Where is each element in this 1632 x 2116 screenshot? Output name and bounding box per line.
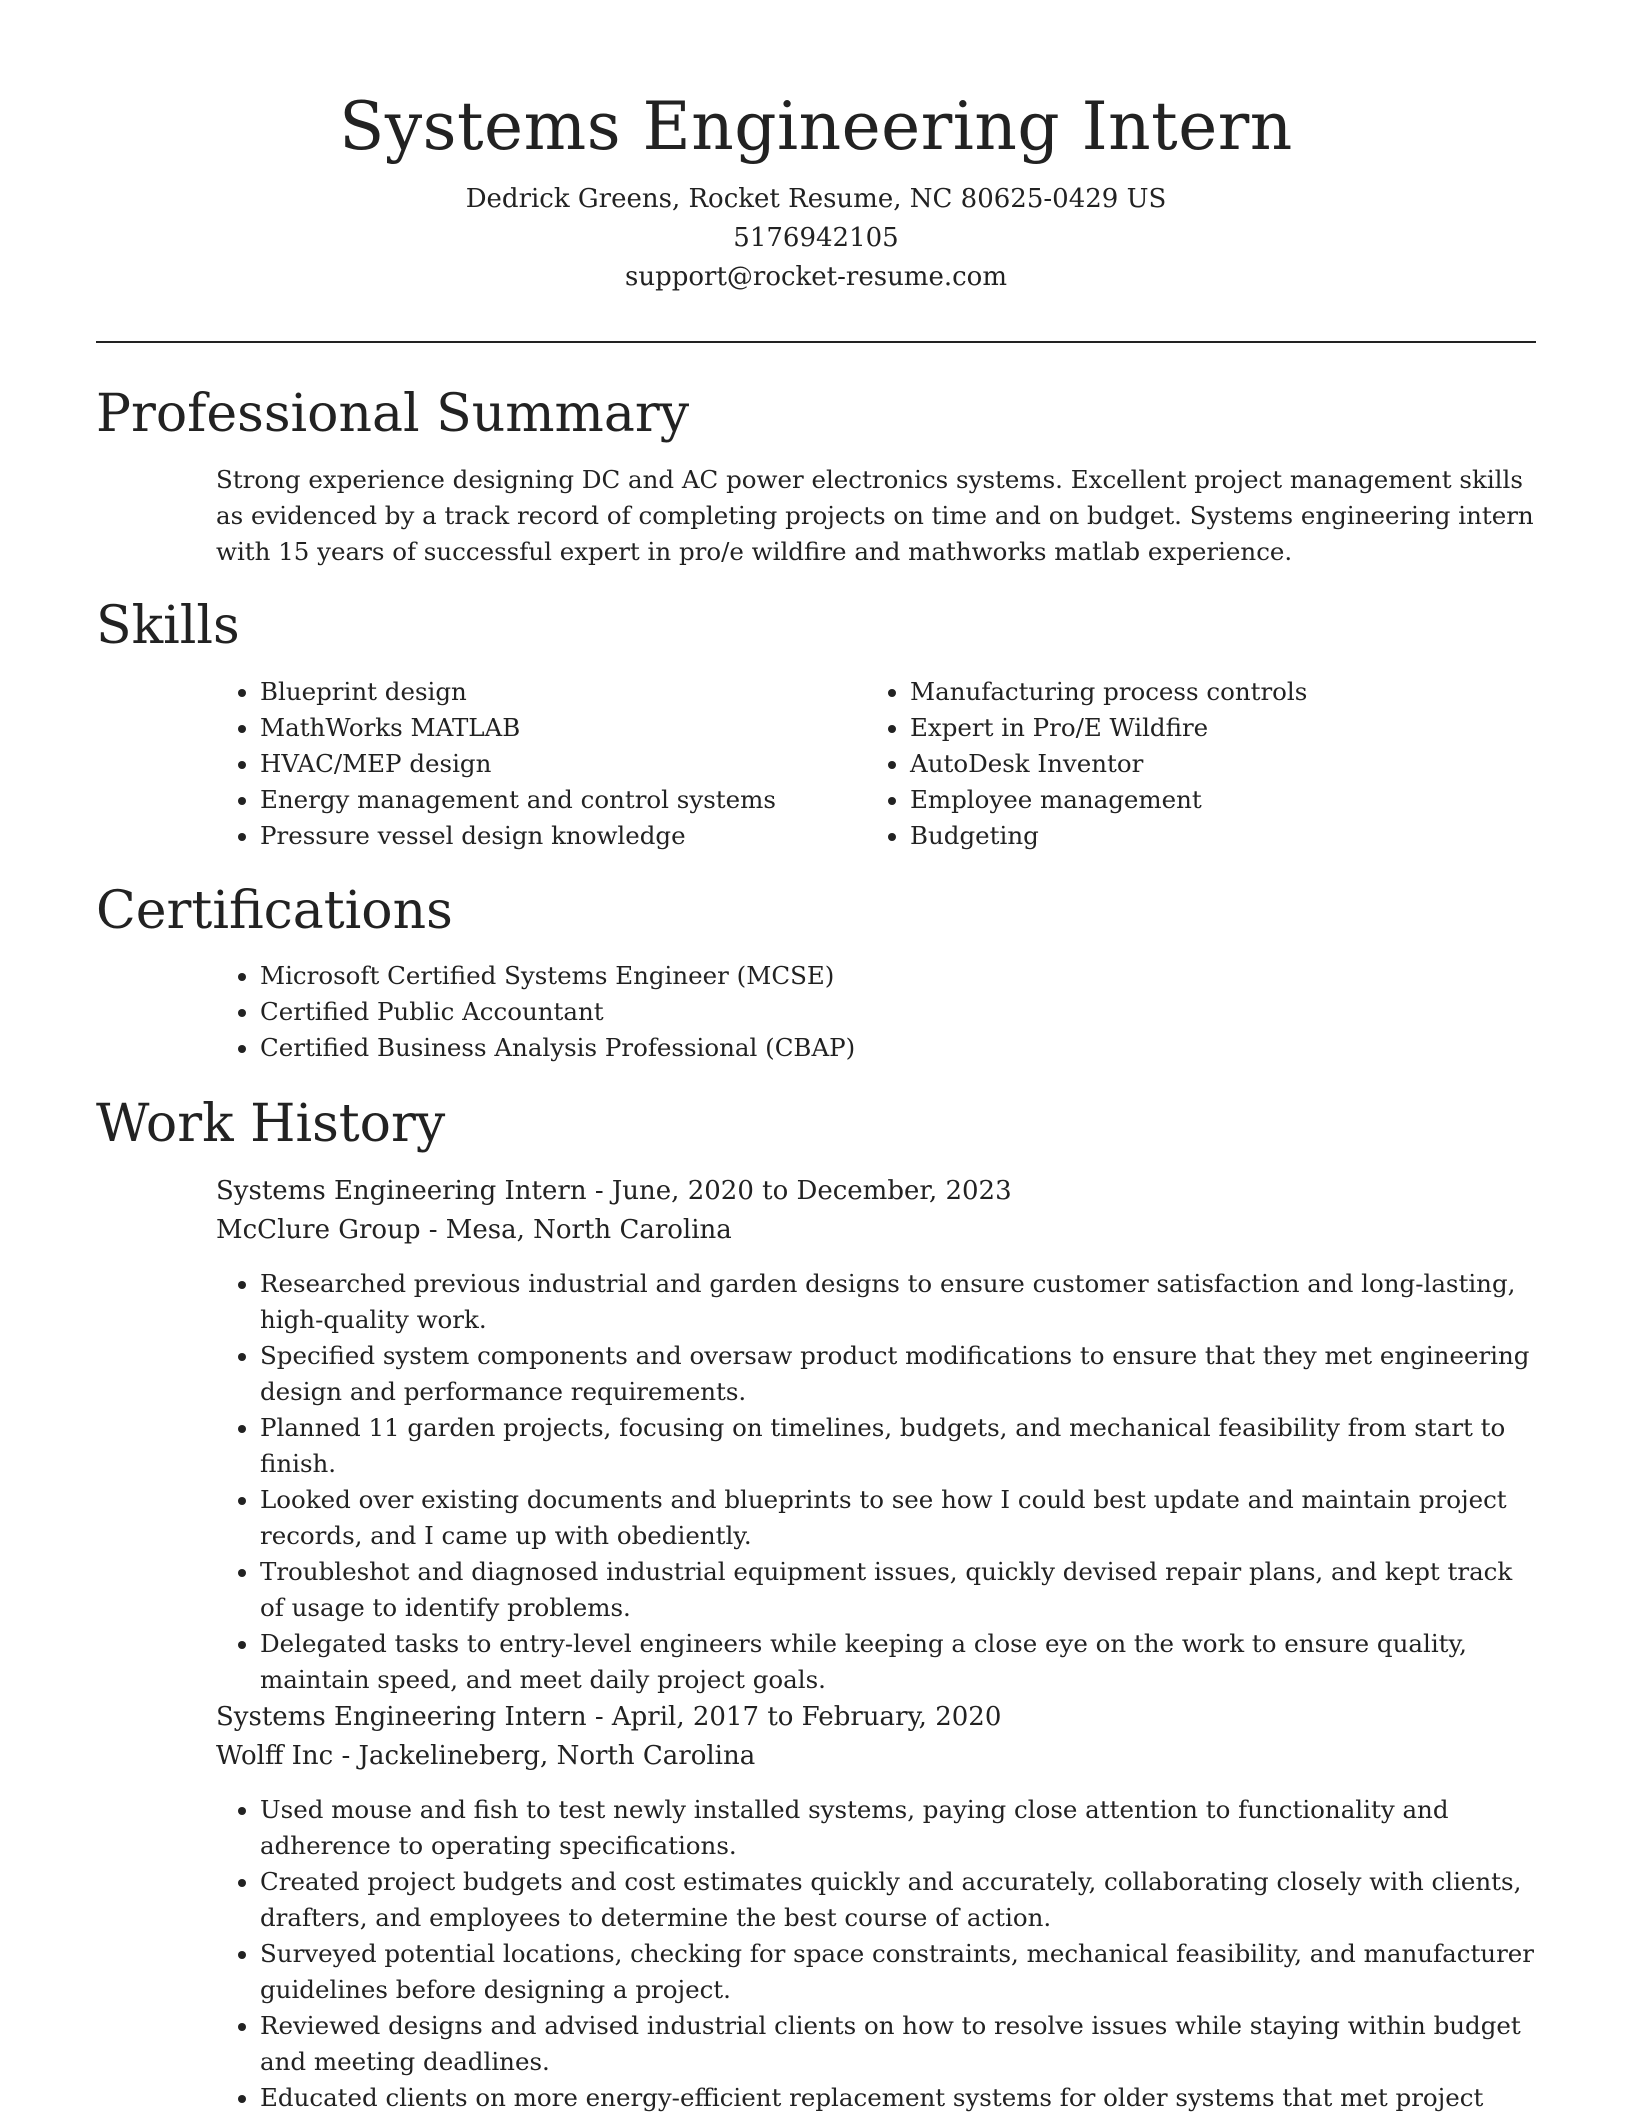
job-header-1 <box>216 1172 1536 1250</box>
job-bullet: • Specified system components and oversaw product modifications to ensure that they met engineering design and performance requirements. <box>260 1338 1536 1410</box>
skill-item: • MathWorks MATLAB <box>260 710 836 746</box>
skills-column-left <box>216 674 836 854</box>
job-bullet: • Looked over existing documents and blueprints to see how I could best update and maintain project records, and I came up with obediently. <box>260 1482 1536 1554</box>
job-company-line: McClure Group - Mesa, North Carolina <box>216 1215 732 1245</box>
skills-list-right <box>866 674 1486 854</box>
contact-address: Dedrick Greens, Rocket Resume, NC 80625-0429 US <box>465 184 1167 214</box>
job-title-line: Systems Engineering Intern - April, 2017 to February, 2020 <box>216 1702 1002 1732</box>
skill-item: • HVAC/MEP design <box>260 746 836 782</box>
certification-item: • Certified Public Accountant <box>260 994 1536 1030</box>
job-bullet: • Reviewed designs and advised industrial clients on how to resolve issues while staying within budget and meeting deadlines. <box>260 2008 1536 2080</box>
summary-text: Strong experience designing DC and AC power electronics systems. Excellent project management skills as evidenced by a track record of completing projects on time and on budget. Systems engineering intern with 15 years of successful expert in pro/e wildfire and mathworks matlab experience. <box>216 465 1534 566</box>
resume-header <box>0 82 1632 297</box>
header-divider <box>96 341 1536 343</box>
job-bullet: • Researched previous industrial and garden designs to ensure customer satisfaction and long-lasting, high-quality work. <box>260 1266 1536 1338</box>
skill-item: • Employee management <box>910 782 1486 818</box>
job-bullet: • Troubleshot and diagnosed industrial equipment issues, quickly devised repair plans, and kept track of usage to identify problems. <box>260 1554 1536 1626</box>
job-title-line: Systems Engineering Intern - June, 2020 to December, 2023 <box>216 1176 1012 1206</box>
job-bullet: • Surveyed potential locations, checking for space constraints, mechanical feasibility, and manufacturer guidelines before designing a project. <box>260 1936 1536 2008</box>
certifications-list <box>216 958 1536 1066</box>
skills-heading: Skills <box>96 596 240 656</box>
job-bullets-2 <box>216 1792 1536 2116</box>
certification-item: • Certified Business Analysis Professional (CBAP) <box>260 1030 1536 1066</box>
job-bullet: • Educated clients on more energy-efficient replacement systems for older systems that met project <box>260 2080 1536 2116</box>
job-bullet: • Created project budgets and cost estimates quickly and accurately, collaborating closely with clients, drafters, and employees to determine the best course of action. <box>260 1864 1536 1936</box>
certifications-block <box>216 958 1536 1066</box>
work-history-heading: Work History <box>96 1094 446 1154</box>
skills-list-left <box>216 674 836 854</box>
skill-item: • AutoDesk Inventor <box>910 746 1486 782</box>
skills-column-right <box>866 674 1486 854</box>
skill-item: • Energy management and control systems <box>260 782 836 818</box>
job-bullets-1 <box>216 1266 1536 1698</box>
certifications-heading: Certifications <box>96 881 453 941</box>
skill-item: • Manufacturing process controls <box>910 674 1486 710</box>
job-bullet: • Planned 11 garden projects, focusing on timelines, budgets, and mechanical feasibility from start to finish. <box>260 1410 1536 1482</box>
job-bullet-list <box>216 1266 1536 1698</box>
job-company-line: Wolff Inc - Jackelineberg, North Carolina <box>216 1741 756 1771</box>
contact-email: support@rocket-resume.com <box>624 262 1007 292</box>
summary-heading: Professional Summary <box>96 384 690 444</box>
skill-item: • Expert in Pro/E Wildfire <box>910 710 1486 746</box>
job-header-2 <box>216 1698 1536 1776</box>
contact-phone: 5176942105 <box>733 223 899 253</box>
certification-item: • Microsoft Certified Systems Engineer (MCSE) <box>260 958 1536 994</box>
skill-item: • Budgeting <box>910 818 1486 854</box>
job-bullet: • Used mouse and fish to test newly installed systems, paying close attention to functionality and adherence to operating specifications. <box>260 1792 1536 1864</box>
resume-title: Systems Engineering Intern <box>339 88 1293 165</box>
job-bullet-list <box>216 1792 1536 2116</box>
job-bullet: • Delegated tasks to entry-level engineers while keeping a close eye on the work to ensure quality, maintain speed, and meet daily project goals. <box>260 1626 1536 1698</box>
skill-item: • Blueprint design <box>260 674 836 710</box>
skill-item: • Pressure vessel design knowledge <box>260 818 836 854</box>
